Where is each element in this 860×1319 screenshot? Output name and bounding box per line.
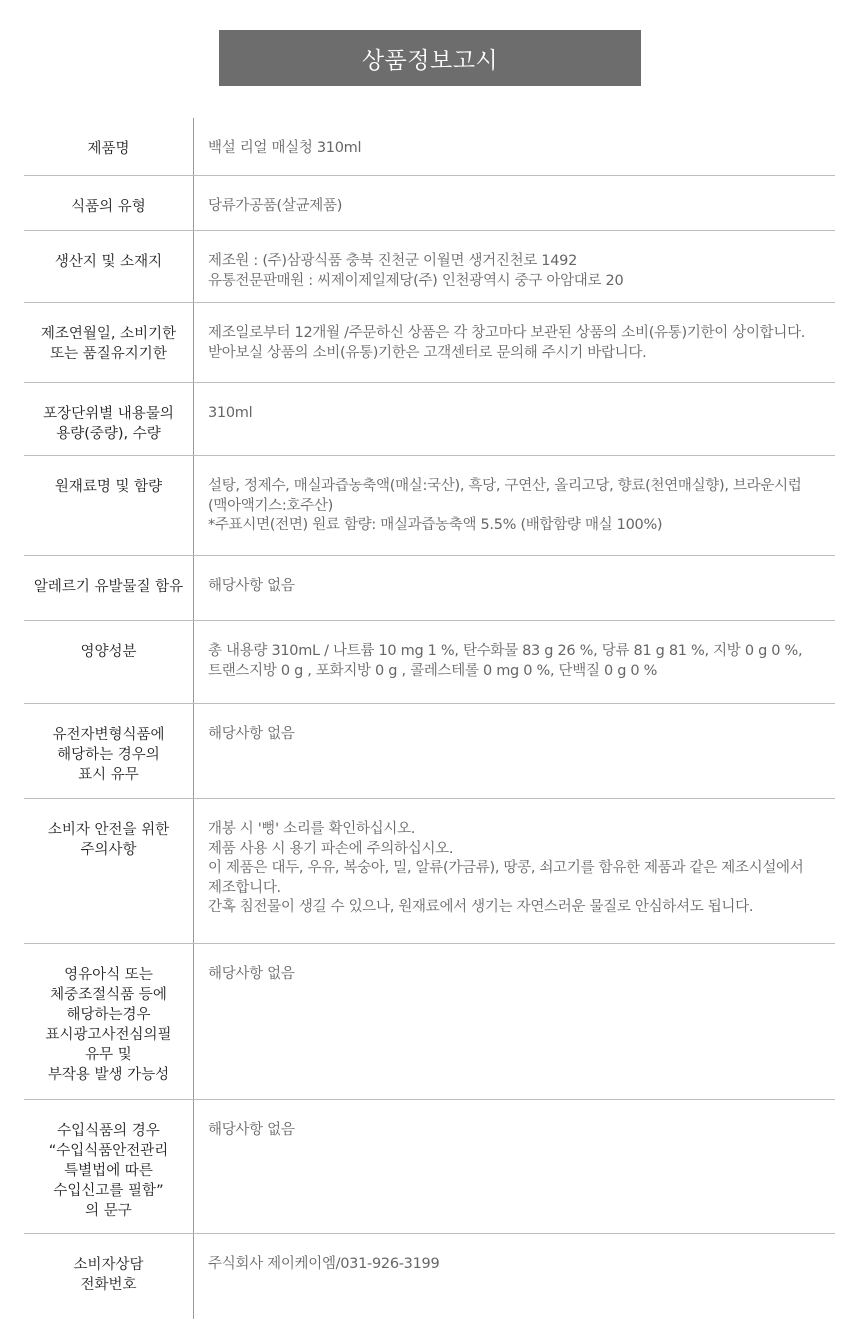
table-row-ingredients xyxy=(24,456,835,556)
row-label: 포장단위별 내용물의 용량(중량), 수량 xyxy=(24,383,194,455)
row-value: 해당사항 없음 xyxy=(208,578,295,594)
row-value: 제조일로부터 12개월 /주문하신 상품은 각 창고마다 보관된 상품의 소비(유통)기한이 상이합니다. 받아보실 상품의 소비(유통)기한은 고객센터로 문의해 주시기 바랍니다. xyxy=(208,325,806,361)
row-label: 식품의 유형 xyxy=(24,176,194,230)
row-label: 원재료명 및 함량 xyxy=(24,456,194,555)
row-label: 영유아식 또는 체중조절식품 등에 해당하는경우 표시광고사전심의필 유무 및 부작용 발생 가능성 xyxy=(24,944,194,1099)
row-value: 설탕, 정제수, 매실과즙농축액(매실:국산), 흑당, 구연산, 올리고당, 향료(천연매실향), 브라운시럽 (맥아액기스:호주산) *주표시면(전면) 원료 함량: 매실과즙농축액 5.5% (배합함량 매실 100%) xyxy=(208,478,802,533)
table-row-volume xyxy=(24,383,835,456)
row-label: 제조연월일, 소비기한 또는 품질유지기한 xyxy=(24,303,194,382)
page-title: 상품정보고시 xyxy=(219,30,641,86)
row-label: 생산지 및 소재지 xyxy=(24,231,194,302)
table-row-gmo xyxy=(24,704,835,799)
row-value: 백설 리얼 매실청 310ml xyxy=(208,140,362,156)
table-row-food-type xyxy=(24,176,835,231)
row-value: 310ml xyxy=(208,405,253,421)
row-value: 개봉 시 '뻥' 소리를 확인하십시오. 제품 사용 시 용기 파손에 주의하십시오. 이 제품은 대두, 우유, 복숭아, 밀, 알류(가금류), 땅콩, 쇠고기를 함유한 제품과 같은 제조시설에서 제조합니다. 간혹 침전물이 생길 수 있으나, 원재료에서 생기는 자연스러운 물질로 안심하셔도 됩니다. xyxy=(208,821,804,915)
row-label: 소비자상담 전화번호 xyxy=(24,1234,194,1319)
row-value: 주식회사 제이케이엠/031-926-3199 xyxy=(208,1256,440,1272)
row-label: 영양성분 xyxy=(24,621,194,703)
row-label: 유전자변형식품에 해당하는 경우의 표시 유무 xyxy=(24,704,194,798)
table-row-product-name xyxy=(24,118,835,176)
row-value: 해당사항 없음 xyxy=(208,1122,295,1138)
table-row-safety xyxy=(24,799,835,944)
table-row-nutrition xyxy=(24,621,835,704)
product-info-table xyxy=(24,118,835,1319)
row-label: 제품명 xyxy=(24,118,194,175)
row-label: 수입식품의 경우 “수입식품안전관리 특별법에 따른 수입신고를 필함” 의 문구 xyxy=(24,1100,194,1233)
row-label: 알레르기 유발물질 함유 xyxy=(24,556,194,620)
table-row-contact xyxy=(24,1234,835,1319)
table-row-allergens xyxy=(24,556,835,621)
table-row-import xyxy=(24,1100,835,1234)
table-row-expiry xyxy=(24,303,835,383)
row-value: 해당사항 없음 xyxy=(208,726,295,742)
row-value: 총 내용량 310mL / 나트륨 10 mg 1 %, 탄수화물 83 g 26 %, 당류 81 g 81 %, 지방 0 g 0 %, 트랜스지방 0 g , 포화지방 0 g , 콜레스테롤 0 mg 0 %, 단백질 0 g 0 % xyxy=(208,643,803,679)
table-row-infant-diet xyxy=(24,944,835,1100)
row-value: 당류가공품(살균제품) xyxy=(208,198,343,214)
row-value: 해당사항 없음 xyxy=(208,966,295,982)
row-label: 소비자 안전을 위한 주의사항 xyxy=(24,799,194,943)
row-value: 제조원 : (주)삼광식품 충북 진천군 이월면 생거진천로 1492 유통전문판매원 : 씨제이제일제당(주) 인천광역시 중구 아암대로 20 xyxy=(208,253,624,289)
table-row-origin xyxy=(24,231,835,303)
